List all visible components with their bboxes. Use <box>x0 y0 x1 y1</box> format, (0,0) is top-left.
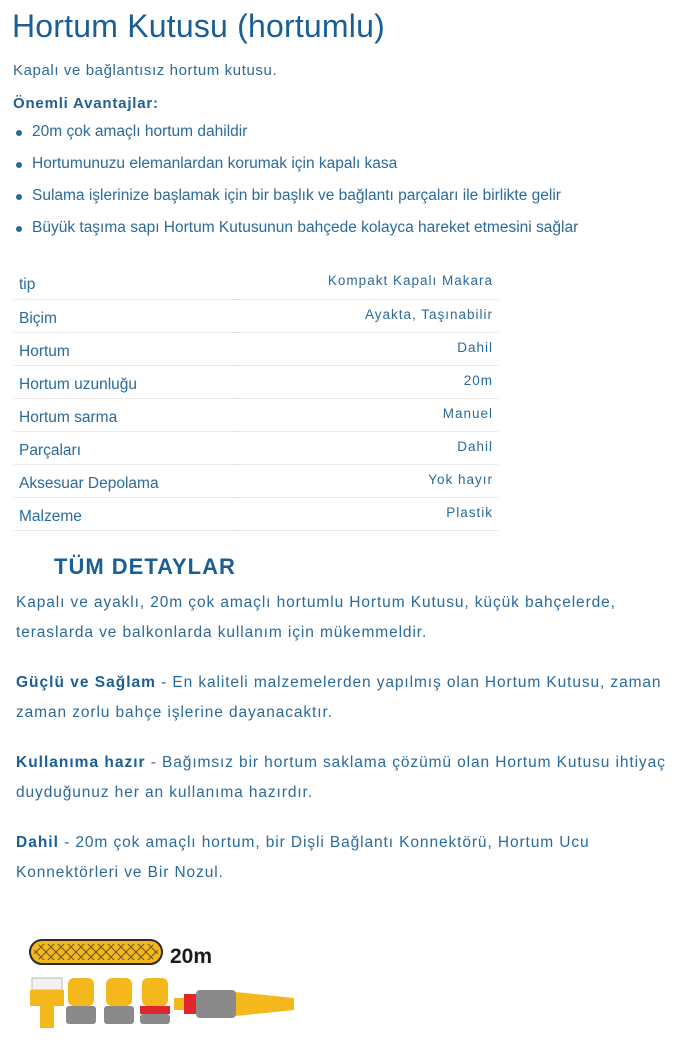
feature-text: - En kaliteli malzemelerden yapılmış olan Hortum Kutusu, zaman zaman zorlu bahçe işlerine dayanacaktır. <box>16 674 662 721</box>
feature-paragraph <box>16 748 686 808</box>
included-items-image <box>26 932 301 1032</box>
spec-value: 20m <box>463 372 493 388</box>
spec-value: Yok hayır <box>428 471 493 487</box>
spec-row <box>14 299 498 332</box>
spec-row <box>14 497 498 530</box>
hose-length-label: 20m <box>170 945 213 968</box>
feature-paragraph <box>16 668 686 728</box>
advantages-list <box>13 120 578 248</box>
advantage-item: Büyük taşıma sapı Hortum Kutusunun bahçede kolayca hareket etmesini sağlar <box>13 216 578 248</box>
spec-key: tip <box>19 276 36 294</box>
feature-label: Güçlü ve Sağlam <box>16 674 156 691</box>
spec-value: Dahil <box>457 438 493 454</box>
spec-row <box>14 365 498 398</box>
stop-connector-icon <box>140 978 170 1024</box>
spec-key: Hortum sarma <box>19 408 118 426</box>
details-heading: TÜM DETAYLAR <box>54 554 236 579</box>
advantage-item: Sulama işlerinize başlamak için bir başlık ve bağlantı parçaları ile birlikte gelir <box>13 184 578 216</box>
spec-key: Hortum <box>19 342 70 360</box>
spec-value: Plastik <box>446 504 493 520</box>
spec-value: Ayakta, Taşınabilir <box>364 306 493 322</box>
spray-nozzle-icon <box>174 990 294 1018</box>
advantage-item: 20m çok amaçlı hortum dahildir <box>13 120 578 152</box>
spec-key: Malzeme <box>19 507 82 525</box>
tap-connector-icon <box>30 978 64 1028</box>
spec-key: Hortum uzunluğu <box>19 375 138 393</box>
advantage-item: Hortumunuzu elemanlardan korumak için kapalı kasa <box>13 152 578 184</box>
details-intro: Kapalı ve ayaklı, 20m çok amaçlı hortumlu Hortum Kutusu, küçük bahçelerde, teraslarda ve balkonlarda kullanım için mükemmeldir. <box>16 594 616 641</box>
product-subtitle: Kapalı ve bağlantısız hortum kutusu. <box>13 62 278 79</box>
spec-value: Dahil <box>457 339 493 355</box>
spec-row <box>14 266 498 299</box>
page-title: Hortum Kutusu (hortumlu) <box>12 8 385 44</box>
spec-row <box>14 431 498 464</box>
spec-key: Parçaları <box>19 441 82 459</box>
feature-label: Dahil <box>16 834 59 851</box>
spec-value: Kompakt Kapalı Makara <box>327 273 493 288</box>
feature-text: - Bağımsız bir hortum saklama çözümü olan Hortum Kutusu ihtiyaç duyduğunuz her an kullanıma hazırdır. <box>16 754 666 801</box>
feature-label: Kullanıma hazır <box>16 754 146 771</box>
hose-connector-icon <box>66 978 96 1024</box>
spec-row <box>14 398 498 431</box>
hose-icon <box>30 940 162 964</box>
feature-paragraph <box>16 828 686 888</box>
spec-row <box>14 332 498 365</box>
spec-table <box>14 266 498 531</box>
advantages-heading: Önemli Avantajlar: <box>13 95 159 112</box>
spec-value: Manuel <box>442 405 493 421</box>
hose-connector-icon <box>104 978 134 1024</box>
spec-row <box>14 464 498 497</box>
feature-text: - 20m çok amaçlı hortum, bir Dişli Bağlantı Konnektörü, Hortum Ucu Konnektörleri ve Bir Nozul. <box>16 834 590 881</box>
spec-key: Biçim <box>19 309 57 327</box>
spec-key: Aksesuar Depolama <box>19 474 159 492</box>
